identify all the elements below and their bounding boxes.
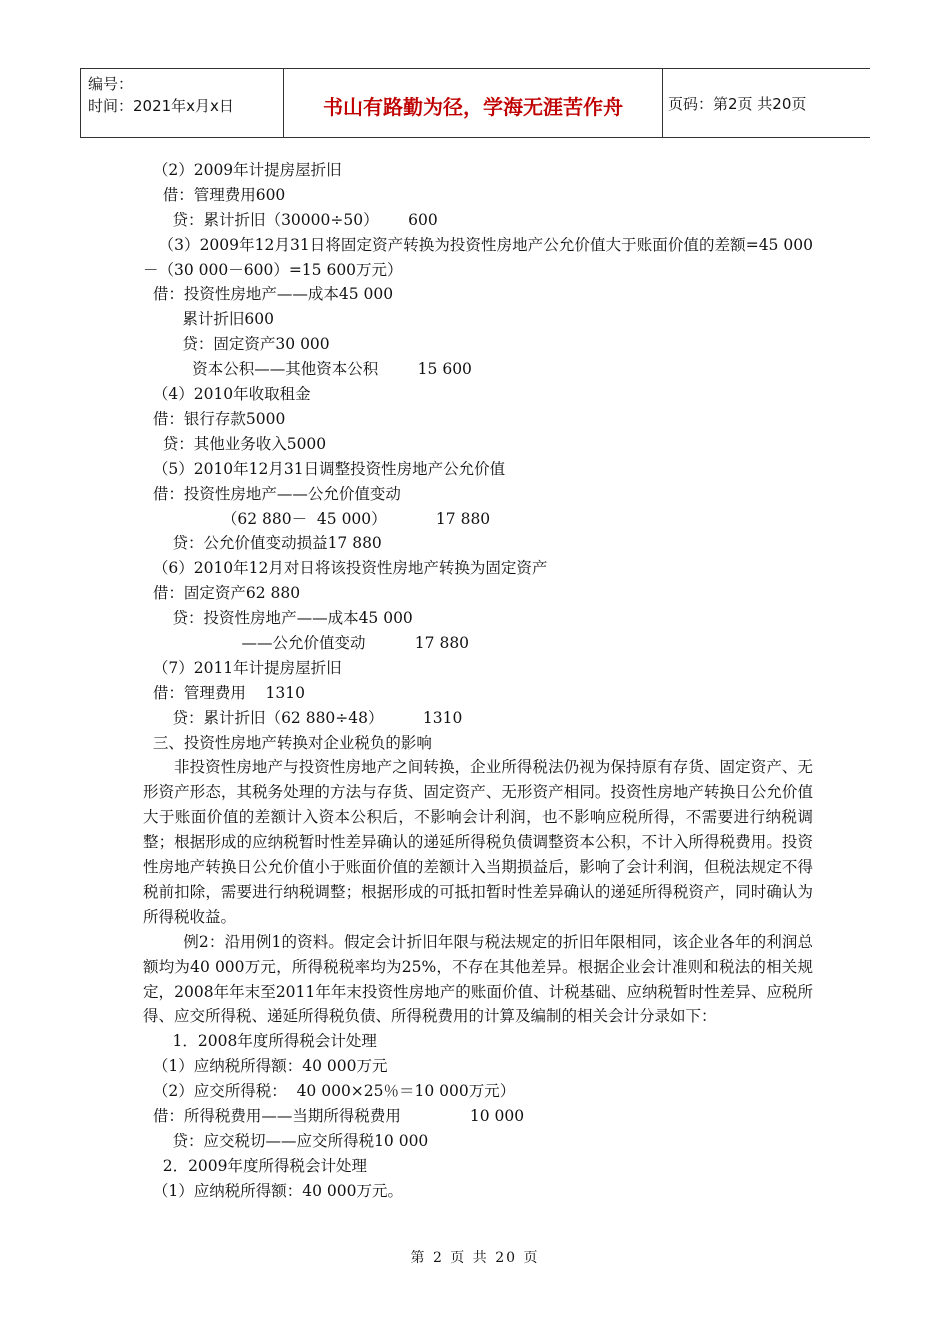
text-line: 借：管理费用600 bbox=[143, 185, 286, 204]
text-line: 贷：累计折旧（62 880÷48） 1310 bbox=[143, 708, 463, 727]
text-line: （2）2009年计提房屋折旧 bbox=[143, 161, 342, 179]
text-line: 贷：累计折旧（30000÷50） 600 bbox=[143, 210, 438, 229]
text-line: （7）2011年计提房屋折旧 bbox=[143, 658, 342, 677]
page-footer: 第 2 页 共 20 页 bbox=[410, 1250, 540, 1266]
text-line: 累计折旧600 bbox=[143, 310, 275, 329]
entry-block-1 bbox=[143, 158, 813, 233]
text-line: 资本公积——其他资本公积 15 600 bbox=[143, 360, 472, 379]
text-line: 1．2008年度所得税会计处理 bbox=[143, 1032, 377, 1051]
text-line: 贷：固定资产30 000 bbox=[143, 335, 330, 354]
text-line: 贷：投资性房地产——成本45 000 bbox=[143, 609, 413, 628]
text-line: （6）2010年12月对日将该投资性房地产转换为固定资产 bbox=[143, 559, 548, 578]
text-line: （2）应交所得税： 40 000×25％＝10 000万元） bbox=[143, 1082, 516, 1101]
page-header bbox=[80, 68, 870, 138]
header-border-left bbox=[80, 69, 81, 137]
text-line: （5）2010年12月31日调整投资性房地产公允价值 bbox=[143, 459, 506, 478]
entry-block-3 bbox=[143, 1029, 813, 1203]
text-line: 借：投资性房地产——成本45 000 bbox=[143, 285, 394, 304]
header-motto: 书山有路勤为径，学海无涯苦作舟 bbox=[323, 95, 623, 119]
paragraph-tax-impact: 非投资性房地产与投资性房地产之间转换，企业所得税法仍视为保持原有存货、固定资产、无形资产形态，其税务处理的方法与存货、固定资产、无形资产相同。投资性房地产转换日公允价值大于账面价值的差额计入资本公积后，不影响会计利润，也不影响应税所得，不需要进行纳税调整；根据形成的应纳税暂时性差异确认的递延所得税负债调整资本公积，不计入所得税费用。投资性房地产转换日公允价值小于账面价值的差额计入当期损益后，影响了会计利润，但税法规定不得税前扣除，需要进行纳税调整；根据形成的可抵扣暂时性差异确认的递延所得税资产，同时确认为所得税收益。 bbox=[143, 758, 813, 926]
header-page-number: 页码：第2页 共20页 bbox=[668, 95, 807, 113]
text-line: 借：投资性房地产——公允价值变动 bbox=[143, 484, 401, 503]
text-line: 借：所得税费用——当期所得税费用 10 000 bbox=[143, 1107, 525, 1126]
text-line: 借：管理费用 1310 bbox=[143, 683, 306, 702]
text-line: ——公允价值变动 17 880 bbox=[143, 633, 470, 652]
text-line: 三、投资性房地产转换对企业税负的影响 bbox=[143, 733, 432, 752]
text-line: （62 880－ 45 000） 17 880 bbox=[143, 509, 491, 528]
paragraph-conversion-difference: （3）2009年12月31日将固定资产转换为投资性房地产公允价值大于账面价值的差额=45 000－（30 000－600）=15 600万元） bbox=[143, 235, 813, 279]
text-line: 贷：应交税切——应交所得税10 000 bbox=[143, 1131, 429, 1150]
text-line: （1）应纳税所得额：40 000万元 bbox=[143, 1057, 388, 1076]
header-number: 编号： bbox=[88, 75, 134, 93]
header-info bbox=[88, 73, 234, 117]
text-line: 贷：其他业务收入5000 bbox=[143, 434, 327, 453]
text-line: 贷：公允价值变动损益17 880 bbox=[143, 534, 382, 553]
header-time: 时间：2021年x月x日 bbox=[88, 97, 234, 115]
text-line: 借：银行存款5000 bbox=[143, 409, 286, 428]
entry-block-2 bbox=[143, 282, 813, 755]
text-line: （4）2010年收取租金 bbox=[143, 385, 311, 404]
document-body bbox=[143, 158, 813, 1204]
text-line: （1）应纳税所得额：40 000万元。 bbox=[143, 1181, 403, 1200]
text-line: 2．2009年度所得税会计处理 bbox=[143, 1156, 368, 1175]
paragraph-example-2: 例2：沿用例1的资料。假定会计折旧年限与税法规定的折旧年限相同，该企业各年的利润总额均为40 000万元，所得税税率均为25%，不存在其他差异。根据企业会计准则和税法的相关规定，2008年年末至2011年年末投资性房地产的账面价值、计税基础、应纳税暂时性差异、应税所得、应交所得税、递延所得税负债、所得税费用的计算及编制的相关会计分录如下： bbox=[143, 932, 813, 1026]
text-line: 借：固定资产62 880 bbox=[143, 584, 301, 603]
